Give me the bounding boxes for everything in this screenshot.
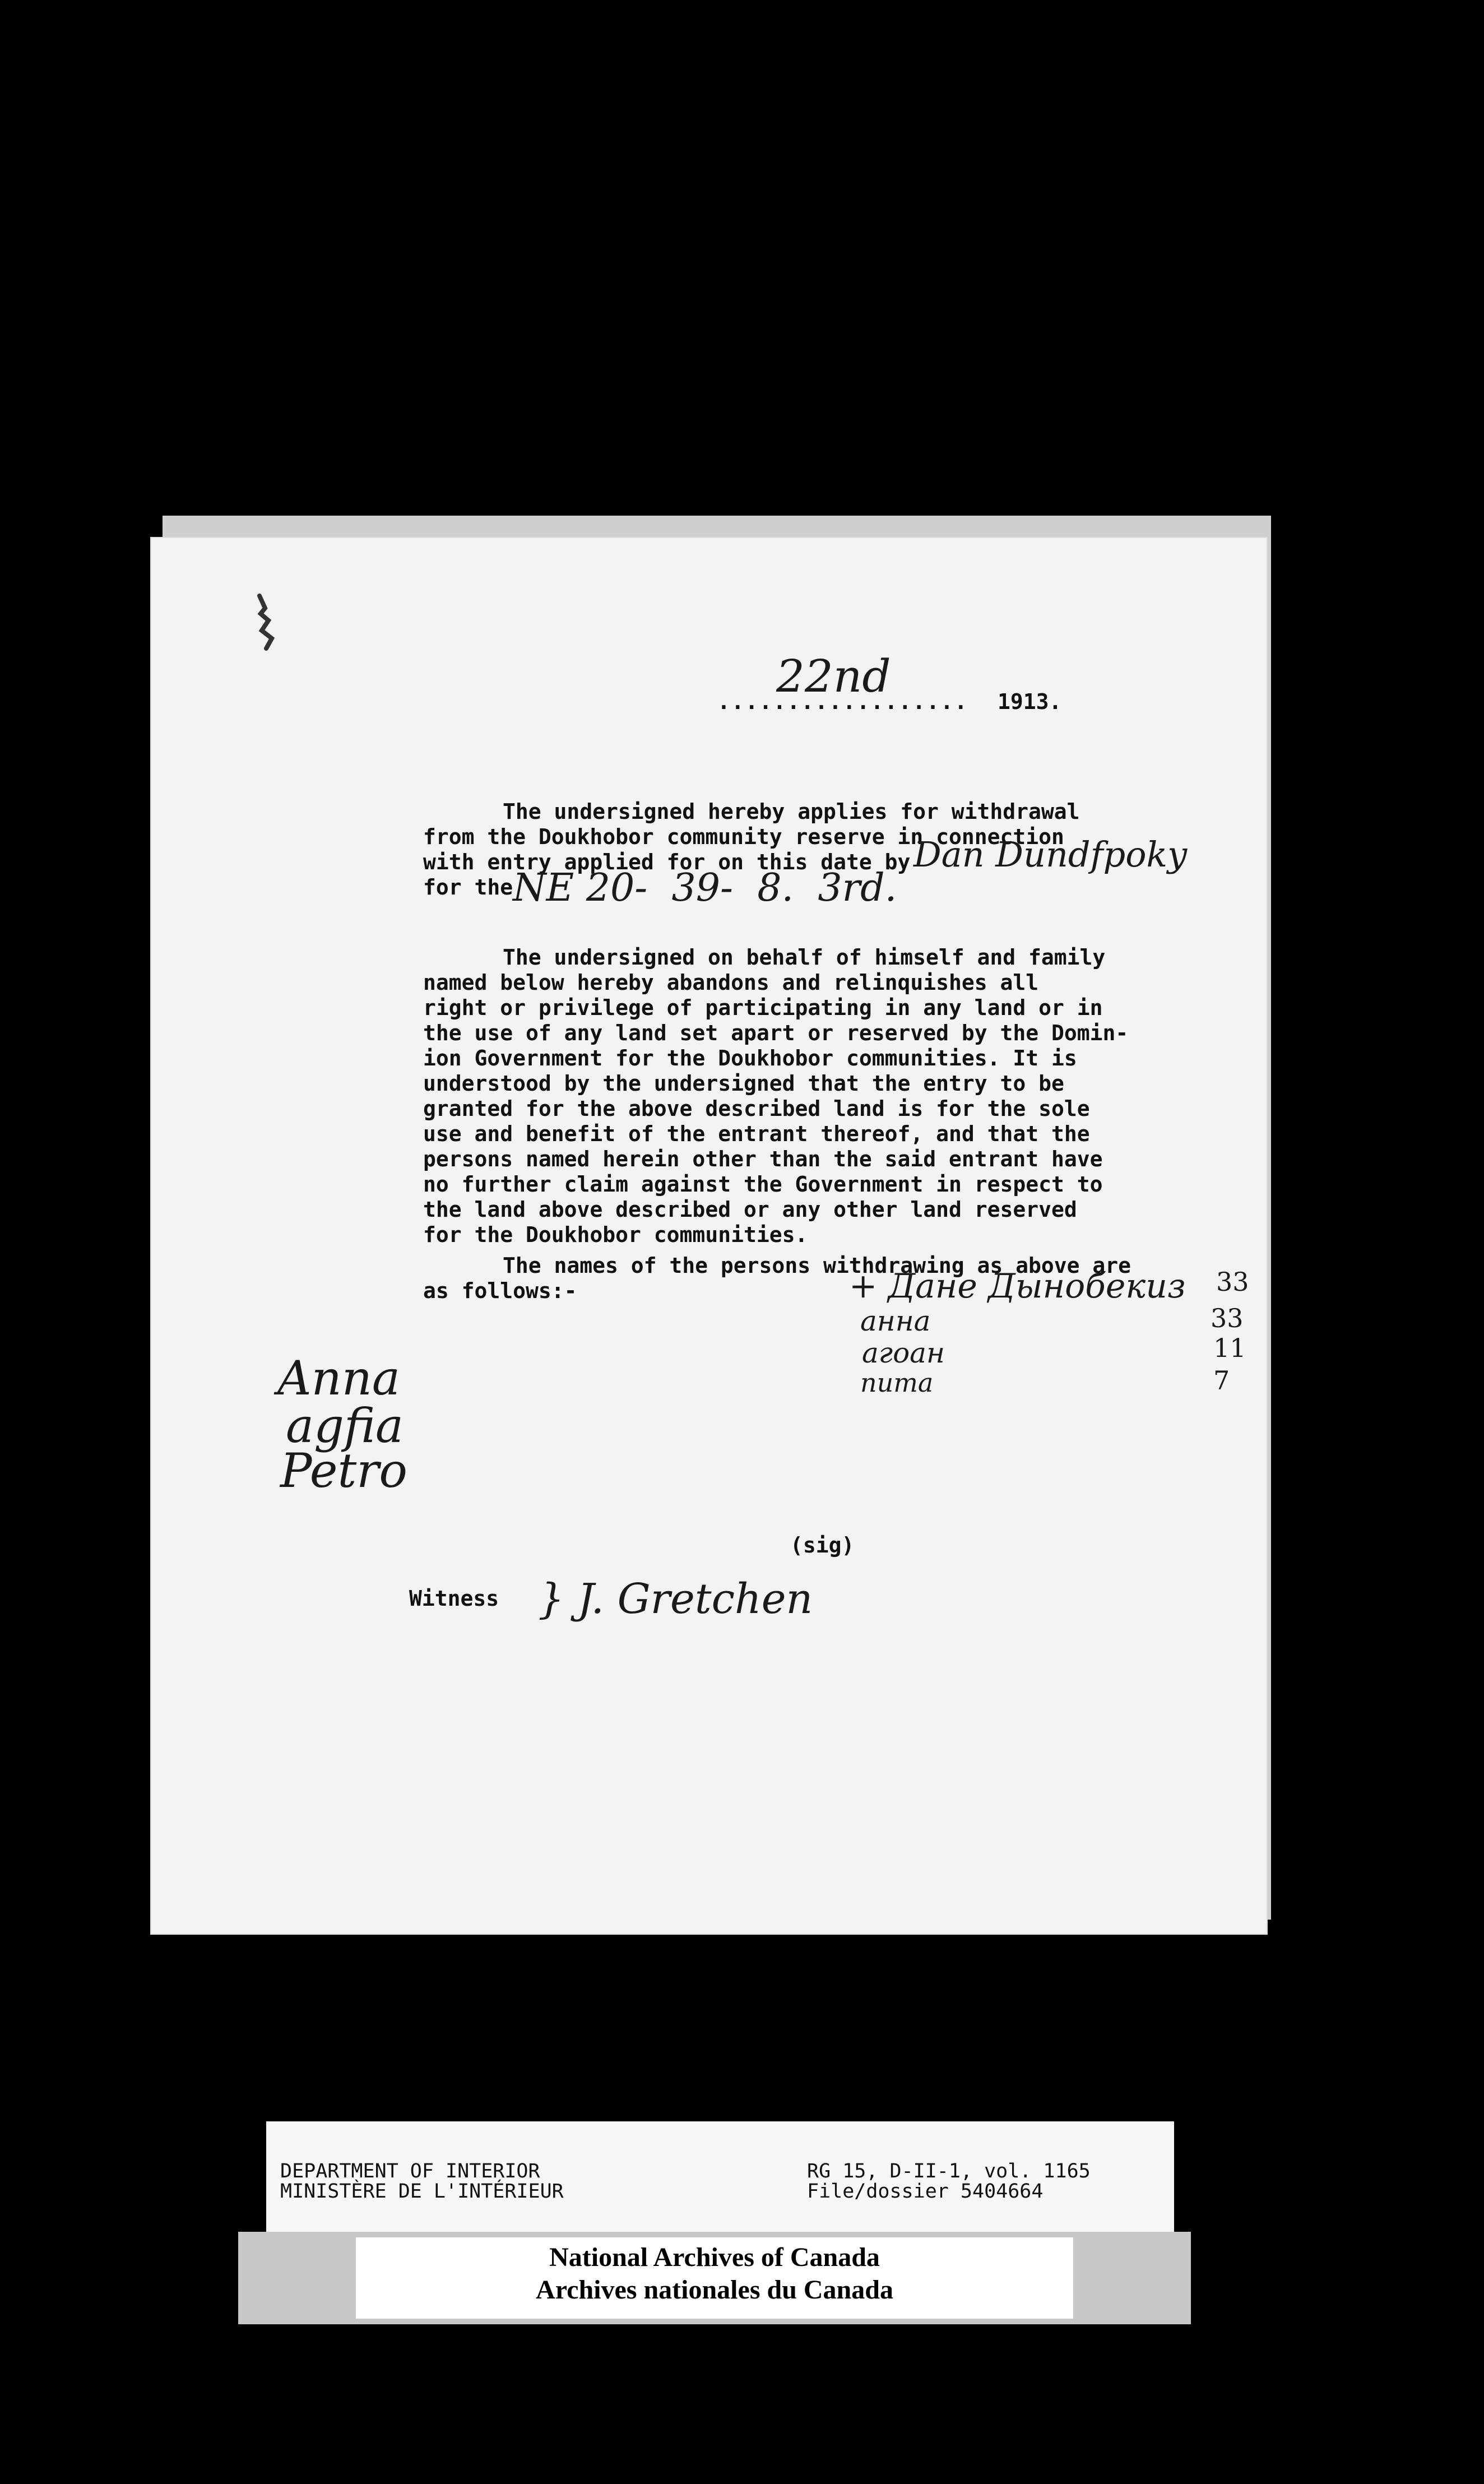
person-age: 11 xyxy=(1213,1333,1246,1363)
nac-en: National Archives of Canada xyxy=(549,2242,880,2272)
para2-line10: no further claim against the Government in respect to xyxy=(423,1172,1103,1197)
person-age: 7 xyxy=(1213,1365,1230,1396)
para2-line3: right or privilege of participating in any land or in xyxy=(423,995,1103,1020)
land-handwritten: NE 20- 39- 8. 3rd. xyxy=(513,866,897,910)
person-age: 33 xyxy=(1216,1267,1249,1297)
archive-reference-label xyxy=(266,2121,1174,2236)
person-age: 33 xyxy=(1211,1303,1244,1333)
witness-label: Witness xyxy=(409,1586,499,1611)
para3-line2: as follows:- xyxy=(423,1278,577,1303)
document-page xyxy=(151,538,1267,1934)
dept-fr: MINISTÈRE DE L'INTÉRIEUR xyxy=(280,2180,564,2203)
para2-line2: named below hereby abandons and relinquishes all xyxy=(423,970,1039,995)
person-name: пита xyxy=(860,1368,934,1398)
para2-line9: persons named herein other than the said entrant have xyxy=(423,1147,1103,1171)
nac-fr: Archives nationales du Canada xyxy=(536,2275,893,2305)
person-name: агоан xyxy=(862,1337,945,1369)
sig-label: (sig) xyxy=(790,1533,855,1558)
archive-banner-inner xyxy=(356,2237,1073,2319)
margin-name: Petro xyxy=(280,1443,407,1498)
date-dots: .................. xyxy=(717,689,968,714)
person-name: анна xyxy=(860,1305,931,1337)
para1-line4: for the xyxy=(423,875,513,900)
witness-signature: } J. Gretchen xyxy=(538,1575,813,1623)
dept-en: DEPARTMENT OF INTERIOR xyxy=(280,2160,540,2182)
para1-line1: The undersigned hereby applies for withdrawal xyxy=(503,799,1080,824)
archive-file: File/dossier 5404664 xyxy=(807,2180,1044,2203)
para2-line12: for the Doukhobor communities. xyxy=(423,1222,808,1247)
margin-name: Anna xyxy=(277,1351,400,1406)
archive-ref: RG 15, D-II-1, vol. 1165 xyxy=(807,2160,1091,2182)
para2-line4: the use of any land set apart or reserved by the Domin- xyxy=(423,1021,1129,1045)
para3-line1: The names of the persons withdrawing as above are xyxy=(503,1253,1131,1278)
margin-name: agfia xyxy=(286,1398,404,1453)
date-year: 1913. xyxy=(998,689,1062,714)
para2-line8: use and benefit of the entrant thereof, and that the xyxy=(423,1121,1090,1146)
person-name: + Дане Дынобекиз xyxy=(849,1267,1186,1306)
para1-line2: from the Doukhobor community reserve in connection xyxy=(423,824,1064,849)
archive-banner xyxy=(238,2232,1191,2324)
para2-line11: the land above described or any other land reserved xyxy=(423,1197,1077,1222)
para2-line5: ion Government for the Doukhobor communities. It is xyxy=(423,1046,1077,1070)
date-handwritten: 22nd xyxy=(776,650,891,702)
para1-line3: with entry applied for on this date by xyxy=(423,850,911,874)
paper-mark-icon xyxy=(249,591,283,653)
para2-line7: granted for the above described land is for the sole xyxy=(423,1096,1090,1121)
applicant-handwritten: Dan Dundfpoky xyxy=(913,834,1188,875)
para2-line1: The undersigned on behalf of himself and family xyxy=(503,945,1106,970)
para2-line6: understood by the undersigned that the entry to be xyxy=(423,1071,1064,1096)
